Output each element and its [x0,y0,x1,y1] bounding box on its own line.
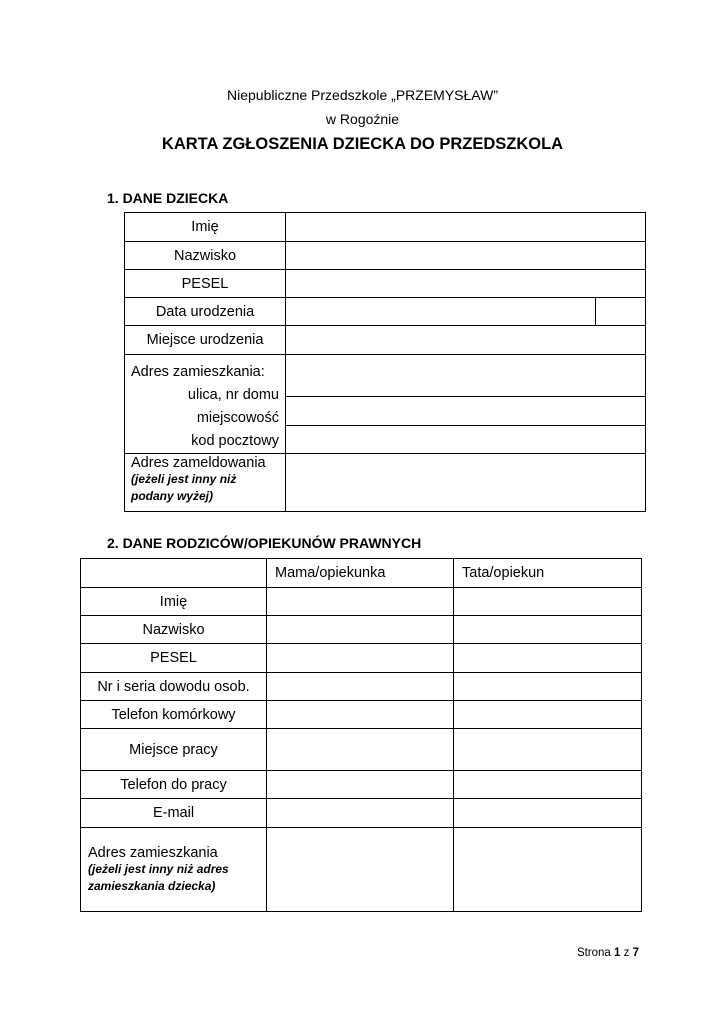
child-address-label [125,355,286,454]
child-data-table [124,212,646,512]
child-postcode-field[interactable] [286,425,646,453]
child-first-name-label: Imię [125,213,286,242]
father-mobile-field[interactable] [454,701,642,729]
page-number [577,947,639,959]
parent-email-label: E-mail [81,799,267,828]
parent-last-name-label: Nazwisko [81,616,267,644]
total-pages: 7 [632,947,639,959]
father-workplace-field[interactable] [454,729,642,771]
parent-pesel-label: PESEL [81,644,267,673]
mother-work-phone-field[interactable] [267,771,454,799]
parent-address-note-1: (jeżeli jest inny niż adres [88,861,229,876]
father-address-field[interactable] [454,828,642,912]
mother-workplace-field[interactable] [267,729,454,771]
father-column-header: Tata/opiekun [454,559,642,588]
child-birth-place-label: Miejsce urodzenia [125,326,286,355]
page-prefix: Strona [576,947,611,959]
parents-data-table [80,558,642,912]
parent-work-phone-label: Telefon do pracy [81,771,267,799]
mother-pesel-field[interactable] [267,644,454,673]
father-email-field[interactable] [454,799,642,828]
child-street-field[interactable] [286,355,646,397]
child-first-name-field[interactable] [286,213,646,242]
mother-email-field[interactable] [267,799,454,828]
mother-address-field[interactable] [267,828,454,912]
child-pesel-field[interactable] [286,270,646,298]
parents-header-empty [81,559,267,588]
mother-mobile-field[interactable] [267,701,454,729]
parent-address-heading: Adres zamieszkania [88,844,218,861]
mother-column-header: Mama/opiekunka [267,559,454,588]
school-name: Niepubliczne Przedszkole „PRZEMYSŁAW” [226,87,498,103]
parent-address-note-2: zamieszkania dziecka) [88,878,216,893]
school-location: w Rogoźnie [325,111,400,127]
parent-id-label: Nr i seria dowodu osob. [81,673,267,701]
address-postcode-label: kod pocztowy [191,433,279,449]
child-last-name-label: Nazwisko [125,242,286,270]
child-birth-date-field[interactable] [286,298,596,326]
father-work-phone-field[interactable] [454,771,642,799]
child-pesel-label: PESEL [125,270,286,298]
section-parents-title: 2. DANE RODZICÓW/OPIEKUNÓW PRAWNYCH [107,535,422,551]
mother-first-name-field[interactable] [267,588,454,616]
page-sep: z [623,947,630,959]
parent-mobile-label: Telefon komórkowy [81,701,267,729]
mother-last-name-field[interactable] [267,616,454,644]
registration-heading: Adres zameldowania [131,455,266,471]
section-child-title: 1. DANE DZIECKA [107,190,229,206]
parent-first-name-label: Imię [81,588,267,616]
father-last-name-field[interactable] [454,616,642,644]
child-city-field[interactable] [286,397,646,425]
father-id-field[interactable] [454,673,642,701]
registration-note-2: podany wyżej) [131,489,214,503]
parent-address-label [81,828,267,912]
registration-note-1: (jeżeli jest inny niż [131,472,237,486]
child-birth-date-label: Data urodzenia [125,298,286,326]
address-street-label: ulica, nr domu [187,387,279,403]
father-first-name-field[interactable] [454,588,642,616]
father-pesel-field[interactable] [454,644,642,673]
address-city-label: miejscowość [196,410,279,426]
form-title: KARTA ZGŁOSZENIA DZIECKA DO PRZEDSZKOLA [161,135,564,153]
parent-workplace-label: Miejsce pracy [81,729,267,771]
current-page: 1 [614,947,621,959]
address-heading: Adres zamieszkania: [131,364,265,380]
child-registration-label [125,454,286,512]
child-birth-place-field[interactable] [286,326,646,355]
mother-id-field[interactable] [267,673,454,701]
child-birth-date-extra-field[interactable] [596,298,646,326]
child-registration-field[interactable] [286,454,646,512]
child-last-name-field[interactable] [286,242,646,270]
